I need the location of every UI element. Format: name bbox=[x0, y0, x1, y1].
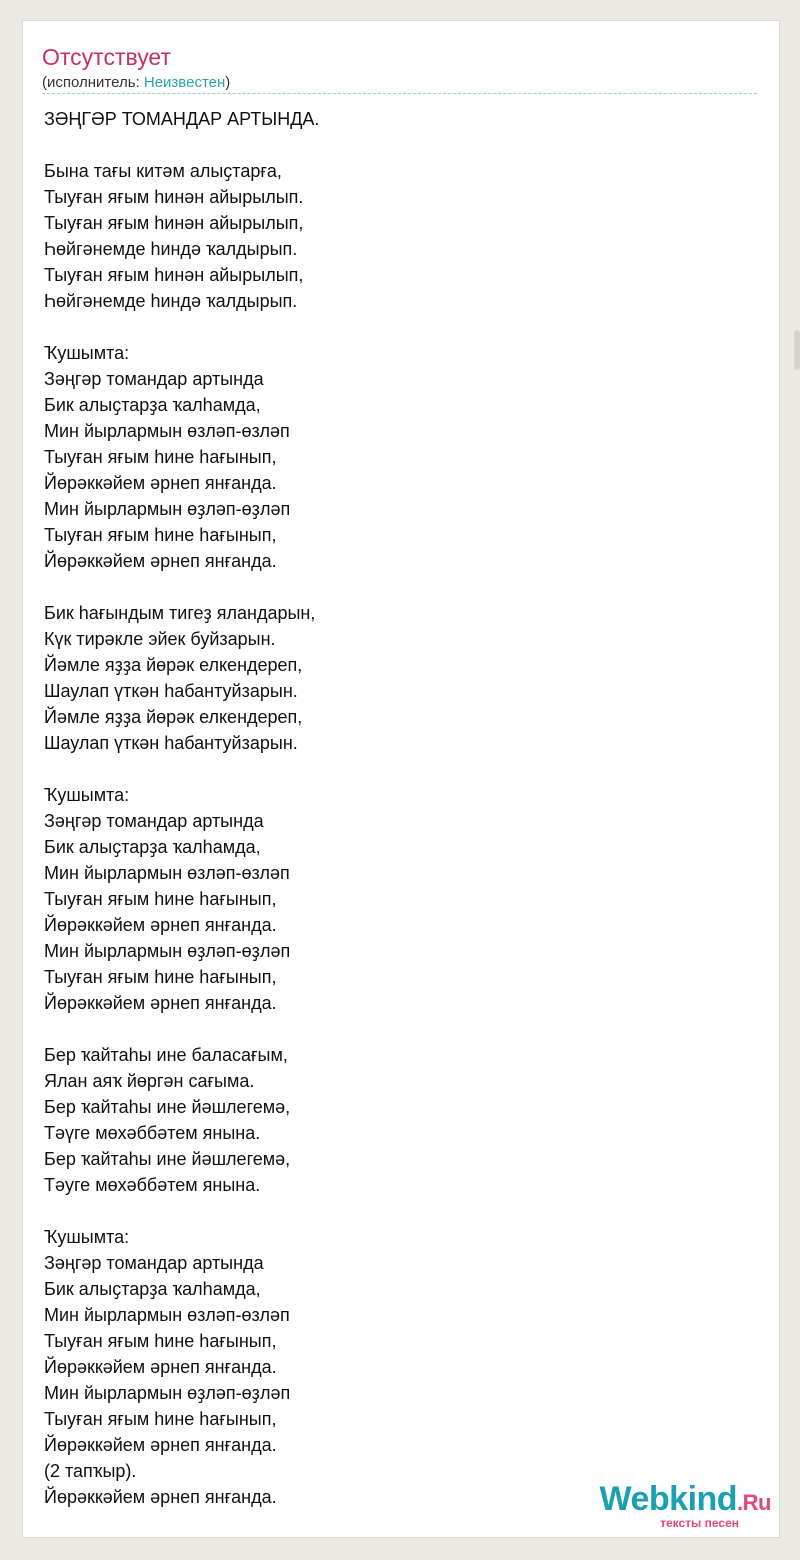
lyric-line bbox=[44, 132, 744, 158]
lyrics-text bbox=[44, 106, 744, 1510]
lyric-line: Йөрәккәйем әрнеп янғанда. bbox=[44, 1487, 277, 1507]
lyric-line: Тыуған яғым һине һағынып, bbox=[44, 525, 277, 545]
lyric-line: Бик алыҫтарҙа ҡалһамда, bbox=[44, 1279, 261, 1299]
lyric-line: Шаулап үткән һабантуйзарын. bbox=[44, 733, 298, 753]
lyric-line: Тыуған яғым һине һағынып, bbox=[44, 967, 277, 987]
lyric-line: Тыуған яғым һине һағынып, bbox=[44, 1331, 277, 1351]
lyric-line: Тыуған яғым һинән айырылып, bbox=[44, 265, 304, 285]
scrollbar-thumb[interactable] bbox=[794, 330, 800, 370]
lyric-line bbox=[44, 574, 744, 600]
lyric-line: Зәңгәр томандар артында bbox=[44, 369, 264, 389]
lyric-line: Бер ҡайтаһы ине баласағым, bbox=[44, 1045, 288, 1065]
lyric-line: ЗӘҢГӘР ТОМАНДАР АРТЫНДА. bbox=[44, 109, 320, 129]
lyric-line: Йәмле яҙҙа йөрәк елкендереп, bbox=[44, 707, 303, 727]
title-divider bbox=[42, 93, 757, 94]
lyric-line: Тыуған яғым һине һағынып, bbox=[44, 1409, 277, 1429]
lyric-line: Бик һағындым тигеҙ яландарын, bbox=[44, 603, 316, 623]
lyric-line bbox=[44, 1198, 744, 1224]
lyric-line: Зәңгәр томандар артында bbox=[44, 1253, 264, 1273]
artist-prefix: (исполнитель: bbox=[42, 74, 144, 91]
lyric-line: Йөрәккәйем әрнеп янғанда. bbox=[44, 551, 277, 571]
artist-suffix: ) bbox=[225, 74, 231, 91]
lyric-line: Күк тирәкле эйек буйзарын. bbox=[44, 629, 276, 649]
lyric-line: Бер ҡайтаһы ине йәшлегемә, bbox=[44, 1149, 291, 1169]
lyric-line: Ҡушымта: bbox=[44, 785, 130, 805]
lyric-line: Бик алыҫтарҙа ҡалһамда, bbox=[44, 837, 261, 857]
lyric-line: Мин йырлармын өҙләп-өҙләп bbox=[44, 941, 291, 961]
lyric-line: Ялан аяҡ йөргән сағыма. bbox=[44, 1071, 255, 1091]
song-title: Отсутствует bbox=[42, 44, 171, 70]
lyric-line: Шаулап үткән һабантуйзарын. bbox=[44, 681, 298, 701]
lyric-line bbox=[44, 1016, 744, 1042]
lyric-line: Йөрәккәйем әрнеп янғанда. bbox=[44, 993, 277, 1013]
lyric-line: Бер ҡайтаһы ине йәшлегемә, bbox=[44, 1097, 291, 1117]
lyric-line: Мин йырлармын өзләп-өзләп bbox=[44, 1305, 290, 1325]
lyric-line: Тыуған яғым һинән айырылып, bbox=[44, 213, 304, 233]
lyric-line: Бына тағы китәм алыҫтарға, bbox=[44, 161, 282, 181]
lyric-line: Йөрәккәйем әрнеп янғанда. bbox=[44, 1357, 277, 1377]
lyric-line: Тыуған яғым һине һағынып, bbox=[44, 447, 277, 467]
lyric-line: Мин йырлармын өзләп-өзләп bbox=[44, 863, 290, 883]
lyric-line: Йөрәккәйем әрнеп янғанда. bbox=[44, 473, 277, 493]
lyric-line: Тәуге мөхәббәтем янына. bbox=[44, 1175, 261, 1195]
lyrics-card bbox=[22, 20, 780, 1538]
lyric-line: Ҡушымта: bbox=[44, 1227, 130, 1247]
lyric-line bbox=[44, 314, 744, 340]
logo-tagline: тексты песен bbox=[660, 1516, 739, 1530]
logo-suffix: .Ru bbox=[737, 1490, 771, 1515]
lyric-line: Тәүге мөхәббәтем янына. bbox=[44, 1123, 261, 1143]
lyric-line: Мин йырлармын өзләп-өзләп bbox=[44, 421, 290, 441]
lyric-line: Тыуған яғым һине һағынып, bbox=[44, 889, 277, 909]
lyric-line: Мин йырлармын өҙләп-өҙләп bbox=[44, 1383, 291, 1403]
logo-main-text: Webkind bbox=[599, 1480, 738, 1518]
lyric-line: Зәңгәр томандар артында bbox=[44, 811, 264, 831]
site-logo[interactable] bbox=[571, 1479, 771, 1535]
artist-link[interactable]: Неизвестен bbox=[143, 74, 226, 91]
lyric-line: Йөрәккәйем әрнеп янғанда. bbox=[44, 915, 277, 935]
lyric-line: (2 тапҡыр). bbox=[44, 1461, 137, 1481]
lyric-line bbox=[44, 756, 744, 782]
lyric-line: Һөйгәнемде һиндә ҡалдырып. bbox=[44, 291, 298, 311]
lyric-line: Йәмле яҙҙа йөрәк елкендереп, bbox=[44, 655, 303, 675]
lyric-line: Бик алыҫтарҙа ҡалһамда, bbox=[44, 395, 261, 415]
lyric-line: Һөйгәнемде һиндә ҡалдырып. bbox=[44, 239, 298, 259]
lyric-line: Ҡушымта: bbox=[44, 343, 130, 363]
lyric-line: Йөрәккәйем әрнеп янғанда. bbox=[44, 1435, 277, 1455]
lyric-line: Мин йырлармын өҙләп-өҙләп bbox=[44, 499, 291, 519]
artist-line bbox=[42, 74, 230, 92]
lyric-line: Тыуған яғым һинән айырылып. bbox=[44, 187, 304, 207]
